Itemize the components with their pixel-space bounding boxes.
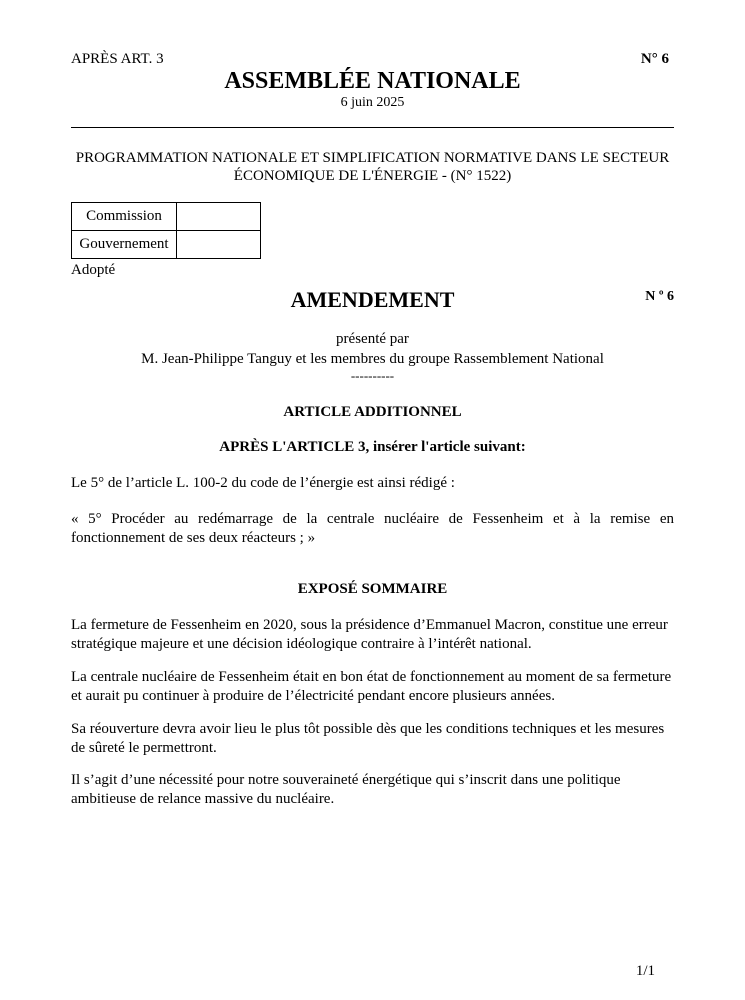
bill-title-line-2: ÉCONOMIQUE DE L'ÉNERGIE - (N° 1522): [233, 168, 512, 184]
article-reference: APRÈS ART. 3: [71, 51, 164, 67]
article-paragraph: Le 5° de l’article L. 100-2 du code de l’énergie est ainsi rédigé :: [71, 475, 455, 491]
status-label-gouvernement: Gouvernement: [72, 231, 177, 259]
amendment-number-header: N° 6: [640, 51, 669, 67]
amendment-heading: AMENDEMENT: [290, 287, 455, 312]
authors: M. Jean-Philippe Tanguy et les membres du groupe Rassemblement National: [141, 351, 604, 367]
status-value-commission: [177, 203, 261, 231]
expose-paragraph: Il s’agit d’une nécessité pour notre souveraineté énergétique qui s’inscrit dans une politique ambitieuse de relance massive du nucléaire.: [71, 772, 621, 807]
article-paragraph: « 5° Procéder au redémarrage de la centrale nucléaire de Fessenheim et à la remise en fonctionnement de ses deux réacteurs ; »: [71, 511, 674, 546]
table-row: [72, 231, 261, 259]
expose-paragraph: La centrale nucléaire de Fessenheim était en bon état de fonctionnement au moment de sa fermeture et aurait pu continuer à produire de l’électricité pendant encore plusieurs années.: [71, 669, 672, 704]
bill-title: [71, 149, 674, 185]
expose-paragraph: La fermeture de Fessenheim en 2020, sous la présidence d’Emmanuel Macron, constitue une erreur stratégique majeure et une décision idéologique contraire à l’intérêt national.: [71, 617, 668, 652]
document-title: ASSEMBLÉE NATIONALE: [224, 68, 521, 94]
article-heading: ARTICLE ADDITIONNEL: [283, 404, 462, 420]
status-table: [71, 202, 261, 259]
amendment-number: N º 6: [645, 289, 674, 304]
header-divider: [71, 127, 674, 128]
article-instruction: APRÈS L'ARTICLE 3, insérer l'article suivant:: [219, 439, 526, 455]
status-label-commission: Commission: [72, 203, 177, 231]
presented-by: présenté par: [336, 331, 409, 347]
adoption-status: Adopté: [71, 262, 116, 278]
separator: ----------: [350, 368, 395, 383]
expose-heading: EXPOSÉ SOMMAIRE: [297, 581, 448, 597]
page-number: 1/1: [635, 963, 655, 979]
document-date: 6 juin 2025: [340, 95, 405, 110]
table-row: [72, 203, 261, 231]
status-value-gouvernement: [177, 231, 261, 259]
bill-title-line-1: PROGRAMMATION NATIONALE ET SIMPLIFICATION NORMATIVE DANS LE SECTEUR: [75, 150, 670, 166]
expose-paragraph: Sa réouverture devra avoir lieu le plus tôt possible dès que les conditions techniques et les mesures de sûreté le permettront.: [71, 721, 665, 756]
